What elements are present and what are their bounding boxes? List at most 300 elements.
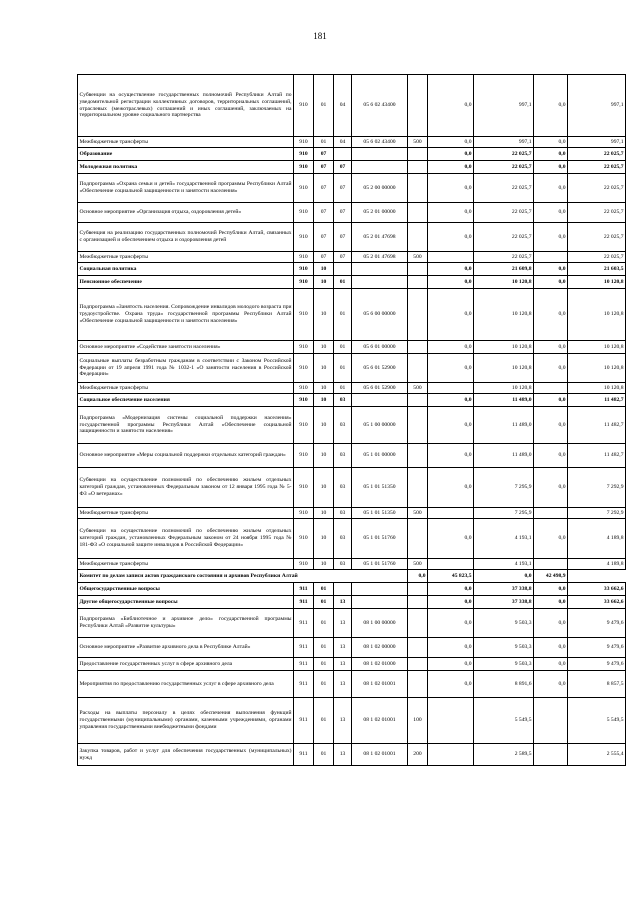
value-col-4: 997,1 — [568, 75, 626, 137]
budget-table — [77, 74, 626, 766]
expense-type-code — [408, 609, 428, 638]
value-col-4: 4 189,8 — [568, 559, 626, 570]
section-code: 01 — [314, 658, 334, 671]
table-row — [78, 203, 626, 223]
ministry-code: 911 — [294, 638, 314, 658]
expense-type-code — [408, 444, 428, 468]
section-code: 07 — [314, 148, 334, 161]
row-name-cell: Молодежная политика — [78, 161, 294, 174]
row-name-cell: Основное мероприятие «Меры социальной поддержки отдельных категорий граждан» — [78, 444, 294, 468]
target-article-code — [352, 394, 408, 407]
value-col-1: 0,0 — [428, 519, 474, 559]
value-col-2: 9 503,3 — [474, 638, 534, 658]
row-name-cell: Межбюджетные трансферты — [78, 559, 294, 570]
subsection-code: 03 — [334, 519, 352, 559]
value-col-3: 0,0 — [534, 137, 568, 148]
section-code: 07 — [314, 203, 334, 223]
ministry-code: 910 — [294, 341, 314, 354]
value-col-1: 0,0 — [428, 174, 474, 203]
table-row — [78, 407, 626, 444]
target-article-code — [352, 263, 408, 276]
target-article-code — [352, 161, 408, 174]
table-row — [78, 698, 626, 744]
subsection-code: 01 — [334, 289, 352, 341]
ministry-code: 910 — [294, 519, 314, 559]
value-col-4: 7 292,9 — [568, 468, 626, 508]
table-row — [78, 744, 626, 766]
section-code: 01 — [314, 638, 334, 658]
expense-type-code — [408, 407, 428, 444]
expense-type-code — [408, 596, 428, 609]
table-row — [78, 263, 626, 276]
value-col-4: 33 662,6 — [568, 583, 626, 596]
ministry-code: 910 — [294, 203, 314, 223]
section-code: 07 — [314, 174, 334, 203]
section-code: 10 — [314, 559, 334, 570]
subsection-code: 01 — [334, 354, 352, 383]
value-col-1: 0,0 — [428, 583, 474, 596]
value-col-2: 22 025,7 — [474, 223, 534, 252]
value-col-3: 0,0 — [474, 570, 534, 583]
value-col-3: 0,0 — [534, 394, 568, 407]
row-name-cell: Закупка товаров, работ и услуг для обеспечения государственных (муниципальных) нужд — [78, 744, 294, 766]
row-name-cell: Субвенции на осуществление государственных полномочий Республики Алтай по уведомительной регистрации коллективных договоров, территориальных соглашений, отраслевых (межотраслевых) соглашений и иных соглашений, заключаемых на территориальном уровне социального партнерства — [78, 75, 294, 137]
expense-type-code — [408, 658, 428, 671]
row-name-cell: Подпрограмма «Модернизация системы социальной поддержки населения» государственной программы Республики Алтай «Обеспечение социальной защищенности и занятости населения» — [78, 407, 294, 444]
target-article-code: 05 6 02 43400 — [352, 137, 408, 148]
target-article-code: 05 2 01 47698 — [352, 223, 408, 252]
expense-type-code: 100 — [408, 698, 428, 744]
table-row — [78, 559, 626, 570]
value-col-4: 22 025,7 — [568, 223, 626, 252]
row-name-cell: Подпрограмма «Библиотечное и архивное дело» государственной программы Республики Алтай «Развитие культуры» — [78, 609, 294, 638]
value-col-4: 21 603,5 — [568, 263, 626, 276]
table-row — [78, 638, 626, 658]
value-col-2: 2 589,5 — [474, 744, 534, 766]
subsection-code: 07 — [334, 252, 352, 263]
value-col-4: 11 482,7 — [568, 407, 626, 444]
value-col-2: 9 503,3 — [474, 658, 534, 671]
value-col-2: 8 891,6 — [474, 671, 534, 698]
value-col-2: 7 295,9 — [474, 508, 534, 519]
ministry-code: 910 — [294, 252, 314, 263]
value-col-4: 9 479,6 — [568, 658, 626, 671]
value-col-4: 10 120,8 — [568, 383, 626, 394]
row-name-cell: Основное мероприятие «Развитие архивного дела в Республике Алтай» — [78, 638, 294, 658]
value-col-4: 2 555,4 — [568, 744, 626, 766]
value-col-3: 0,0 — [534, 609, 568, 638]
row-name-cell: Субвенции на осуществление полномочий по обеспечению жильем отдельных категорий граждан, установленных Федеральным законом от 24 ноября 1995 года № 181-ФЗ «О социальной защите инвалидов в Российской Федерации» — [78, 519, 294, 559]
value-col-2: 7 295,9 — [474, 468, 534, 508]
value-col-1: 0,0 — [428, 263, 474, 276]
value-col-4: 10 120,8 — [568, 289, 626, 341]
value-col-2: 22 025,7 — [474, 252, 534, 263]
value-col-1 — [428, 744, 474, 766]
expense-type-code — [408, 75, 428, 137]
target-article-code: 05 2 00 00000 — [352, 174, 408, 203]
value-col-2: 997,1 — [474, 137, 534, 148]
value-col-2: 10 120,8 — [474, 289, 534, 341]
expense-type-code — [408, 638, 428, 658]
value-col-1: 0,0 — [428, 609, 474, 638]
value-col-4: 22 025,7 — [568, 148, 626, 161]
value-col-4: 22 025,7 — [568, 161, 626, 174]
table-row — [78, 508, 626, 519]
row-name-cell: Подпрограмма «Охрана семьи и детей» государственной программы Республики Алтай «Обеспечение социальной защищенности и занятости населения» — [78, 174, 294, 203]
table-row — [78, 570, 626, 583]
target-article-code: 08 1 02 01000 — [352, 658, 408, 671]
value-col-1: 0,0 — [428, 354, 474, 383]
ministry-code: 910 — [294, 223, 314, 252]
value-col-1: 0,0 — [408, 570, 428, 583]
value-col-3: 0,0 — [534, 519, 568, 559]
value-col-3 — [534, 508, 568, 519]
value-col-1 — [428, 508, 474, 519]
value-col-1: 0,0 — [428, 223, 474, 252]
row-name-cell: Общегосударственные вопросы — [78, 583, 294, 596]
value-col-2: 22 025,7 — [474, 161, 534, 174]
target-article-code: 05 6 01 52900 — [352, 354, 408, 383]
ministry-code: 910 — [294, 407, 314, 444]
section-code: 07 — [314, 161, 334, 174]
subsection-code: 07 — [334, 223, 352, 252]
target-article-code — [352, 583, 408, 596]
target-article-code: 05 6 00 00000 — [352, 289, 408, 341]
value-col-3: 0,0 — [534, 354, 568, 383]
target-article-code: 08 1 02 01001 — [352, 744, 408, 766]
row-name-cell: Мероприятия по предоставлению государственных услуг в сфере архивного дела — [78, 671, 294, 698]
value-col-1: 0,0 — [428, 137, 474, 148]
expense-type-code: 500 — [408, 252, 428, 263]
table-row — [78, 383, 626, 394]
ministry-code: 911 — [294, 658, 314, 671]
subsection-code: 07 — [334, 161, 352, 174]
section-code: 10 — [314, 354, 334, 383]
target-article-code — [352, 148, 408, 161]
value-col-3: 0,0 — [534, 263, 568, 276]
ministry-code: 910 — [294, 444, 314, 468]
subsection-code: 13 — [334, 744, 352, 766]
table-row — [78, 671, 626, 698]
value-col-3: 0,0 — [534, 638, 568, 658]
value-col-4: 5 549,5 — [568, 698, 626, 744]
value-col-2: 22 025,7 — [474, 148, 534, 161]
expense-type-code — [408, 519, 428, 559]
ministry-code: 910 — [294, 383, 314, 394]
ministry-code: 910 — [294, 394, 314, 407]
value-col-2: 11 489,0 — [474, 444, 534, 468]
section-code: 10 — [314, 508, 334, 519]
row-name-cell: Основное мероприятие «Содействие занятости населения» — [78, 341, 294, 354]
value-col-2: 37 338,8 — [474, 583, 534, 596]
table-row — [78, 658, 626, 671]
row-name-cell: Социальное обеспечение населения — [78, 394, 294, 407]
value-col-1: 0,0 — [428, 75, 474, 137]
value-col-4: 8 857,5 — [568, 671, 626, 698]
table-row — [78, 583, 626, 596]
section-code: 01 — [314, 744, 334, 766]
value-col-1: 0,0 — [428, 596, 474, 609]
ministry-code: 910 — [294, 559, 314, 570]
target-article-code: 05 1 00 00000 — [352, 407, 408, 444]
subsection-code: 03 — [334, 444, 352, 468]
row-name-cell: Межбюджетные трансферты — [78, 252, 294, 263]
row-name-cell: Субвенции на осуществление полномочий по обеспечению жильем отдельных категорий граждан, установленных Федеральным законом от 12 января 1995 года № 5-ФЗ «О ветеранах» — [78, 468, 294, 508]
section-code: 01 — [314, 698, 334, 744]
value-col-3: 0,0 — [534, 276, 568, 289]
subsection-code: 13 — [334, 638, 352, 658]
value-col-3: 0,0 — [534, 658, 568, 671]
ministry-code: 911 — [294, 609, 314, 638]
table-row — [78, 174, 626, 203]
expense-type-code: 500 — [408, 137, 428, 148]
expense-type-code — [408, 583, 428, 596]
expense-type-code — [408, 276, 428, 289]
table-row — [78, 394, 626, 407]
row-name-cell: Пенсионное обеспечение — [78, 276, 294, 289]
value-col-1 — [428, 383, 474, 394]
subsection-code: 01 — [334, 383, 352, 394]
table-row — [78, 596, 626, 609]
expense-type-code — [408, 161, 428, 174]
section-code: 10 — [314, 519, 334, 559]
ministry-code: 911 — [294, 698, 314, 744]
table-row — [78, 354, 626, 383]
row-name-cell: Комитет по делам записи актов гражданского состояния и архивов Республики Алтай — [78, 570, 408, 583]
value-col-3: 0,0 — [534, 671, 568, 698]
subsection-code: 03 — [334, 508, 352, 519]
table-row — [78, 252, 626, 263]
section-code: 10 — [314, 276, 334, 289]
value-col-3 — [534, 252, 568, 263]
value-col-1 — [428, 252, 474, 263]
value-col-4: 42 498,9 — [534, 570, 568, 583]
table-row — [78, 609, 626, 638]
value-col-1: 0,0 — [428, 407, 474, 444]
value-col-4: 22 025,7 — [568, 203, 626, 223]
section-code: 01 — [314, 137, 334, 148]
ministry-code: 910 — [294, 508, 314, 519]
value-col-2: 22 025,7 — [474, 174, 534, 203]
value-col-2: 10 120,8 — [474, 354, 534, 383]
subsection-code: 03 — [334, 407, 352, 444]
value-col-2: 22 025,7 — [474, 203, 534, 223]
row-name-cell: Другие общегосударственные вопросы — [78, 596, 294, 609]
value-col-2: 9 503,3 — [474, 609, 534, 638]
subsection-code: 03 — [334, 468, 352, 508]
value-col-4: 11 482,7 — [568, 444, 626, 468]
value-col-2: 10 120,8 — [474, 276, 534, 289]
value-col-1: 0,0 — [428, 161, 474, 174]
expense-type-code — [408, 394, 428, 407]
ministry-code: 911 — [294, 744, 314, 766]
expense-type-code — [408, 148, 428, 161]
value-col-3: 0,0 — [534, 289, 568, 341]
value-col-1 — [428, 559, 474, 570]
value-col-4: 997,1 — [568, 137, 626, 148]
value-col-4: 33 662,6 — [568, 596, 626, 609]
value-col-3: 0,0 — [534, 596, 568, 609]
section-code: 01 — [314, 75, 334, 137]
value-col-1: 0,0 — [428, 658, 474, 671]
value-col-4: 10 120,8 — [568, 276, 626, 289]
value-col-2: 37 338,8 — [474, 596, 534, 609]
value-col-3: 0,0 — [534, 583, 568, 596]
value-col-1: 0,0 — [428, 444, 474, 468]
page-number: 181 — [313, 31, 327, 41]
target-article-code: 05 1 01 51760 — [352, 519, 408, 559]
row-name-cell: Субвенция на реализацию государственных полномочий Республики Алтай, связанных с организацией и обеспечением отдыха и оздоровления детей — [78, 223, 294, 252]
section-code: 10 — [314, 394, 334, 407]
target-article-code: 08 1 02 00000 — [352, 638, 408, 658]
value-col-1: 0,0 — [428, 148, 474, 161]
subsection-code — [334, 583, 352, 596]
expense-type-code: 500 — [408, 559, 428, 570]
expense-type-code: 500 — [408, 383, 428, 394]
target-article-code: 05 1 01 51350 — [352, 508, 408, 519]
expense-type-code — [408, 468, 428, 508]
value-col-2: 10 120,8 — [474, 341, 534, 354]
table-row — [78, 444, 626, 468]
value-col-1: 0,0 — [428, 203, 474, 223]
expense-type-code — [408, 263, 428, 276]
value-col-2: 21 609,8 — [474, 263, 534, 276]
subsection-code: 13 — [334, 609, 352, 638]
value-col-4: 10 120,8 — [568, 354, 626, 383]
expense-type-code — [408, 354, 428, 383]
target-article-code: 05 2 01 00000 — [352, 203, 408, 223]
section-code: 07 — [314, 252, 334, 263]
value-col-2: 4 193,1 — [474, 519, 534, 559]
expense-type-code — [408, 223, 428, 252]
table-row — [78, 137, 626, 148]
value-col-3: 0,0 — [534, 161, 568, 174]
value-col-2: 997,1 — [474, 75, 534, 137]
value-col-3: 0,0 — [534, 341, 568, 354]
subsection-code: 01 — [334, 341, 352, 354]
subsection-code: 13 — [334, 658, 352, 671]
row-name-cell: Межбюджетные трансферты — [78, 137, 294, 148]
value-col-3 — [534, 559, 568, 570]
expense-type-code: 500 — [408, 508, 428, 519]
section-code: 07 — [314, 223, 334, 252]
table-row — [78, 289, 626, 341]
ministry-code: 910 — [294, 289, 314, 341]
value-col-4: 9 479,6 — [568, 638, 626, 658]
subsection-code: 07 — [334, 203, 352, 223]
ministry-code: 910 — [294, 148, 314, 161]
target-article-code — [352, 276, 408, 289]
value-col-1: 0,0 — [428, 394, 474, 407]
row-name-cell: Межбюджетные трансферты — [78, 383, 294, 394]
target-article-code: 05 1 01 00000 — [352, 444, 408, 468]
value-col-4: 7 292,9 — [568, 508, 626, 519]
value-col-1: 0,0 — [428, 468, 474, 508]
value-col-4: 10 120,8 — [568, 341, 626, 354]
target-article-code: 08 1 00 00000 — [352, 609, 408, 638]
ministry-code: 910 — [294, 161, 314, 174]
section-code: 10 — [314, 263, 334, 276]
section-code: 10 — [314, 341, 334, 354]
value-col-2: 4 193,1 — [474, 559, 534, 570]
expense-type-code: 200 — [408, 744, 428, 766]
expense-type-code — [408, 341, 428, 354]
value-col-3: 0,0 — [534, 407, 568, 444]
row-name-cell: Социальные выплаты безработным гражданам в соответствии с Законом Российской Федерации от 19 апреля 1991 года № 1032-1 «О занятости населения в Российской Федерации» — [78, 354, 294, 383]
value-col-3: 0,0 — [534, 223, 568, 252]
section-code: 01 — [314, 609, 334, 638]
table-row — [78, 148, 626, 161]
value-col-3: 0,0 — [534, 75, 568, 137]
row-name-cell: Подпрограмма «Занятость населения. Сопровождение инвалидов молодого возраста при трудоустройстве. Охрана труда» государственной программы Республики Алтай «Обеспечение социальной защищенности и занятости населения» — [78, 289, 294, 341]
value-col-2: 10 120,8 — [474, 383, 534, 394]
ministry-code: 910 — [294, 354, 314, 383]
value-col-1: 0,0 — [428, 638, 474, 658]
value-col-3: 0,0 — [534, 444, 568, 468]
value-col-4: 4 189,8 — [568, 519, 626, 559]
value-col-1: 0,0 — [428, 289, 474, 341]
row-name-cell: Межбюджетные трансферты — [78, 508, 294, 519]
section-code: 10 — [314, 468, 334, 508]
subsection-code: 01 — [334, 276, 352, 289]
row-name-cell: Социальная политика — [78, 263, 294, 276]
row-name-cell: Расходы на выплаты персоналу в целях обеспечения выполнения функций государственными (муниципальными) органами, казенными учреждениями, органами управления государственными внебюджетными фондами — [78, 698, 294, 744]
ministry-code: 910 — [294, 276, 314, 289]
value-col-2: 5 549,5 — [474, 698, 534, 744]
subsection-code: 07 — [334, 174, 352, 203]
target-article-code — [352, 596, 408, 609]
value-col-4: 22 025,7 — [568, 174, 626, 203]
table-row — [78, 519, 626, 559]
target-article-code: 05 1 01 51760 — [352, 559, 408, 570]
table-row — [78, 468, 626, 508]
value-col-3: 0,0 — [534, 148, 568, 161]
expense-type-code — [408, 174, 428, 203]
value-col-2: 11 489,0 — [474, 394, 534, 407]
ministry-code: 910 — [294, 174, 314, 203]
ministry-code: 911 — [294, 583, 314, 596]
value-col-3: 0,0 — [534, 203, 568, 223]
table-row — [78, 276, 626, 289]
subsection-code: 13 — [334, 596, 352, 609]
target-article-code: 08 1 02 01001 — [352, 671, 408, 698]
value-col-1: 0,0 — [428, 341, 474, 354]
value-col-4: 9 479,6 — [568, 609, 626, 638]
value-col-3: 0,0 — [534, 174, 568, 203]
value-col-3 — [534, 744, 568, 766]
subsection-code: 03 — [334, 394, 352, 407]
section-code: 01 — [314, 583, 334, 596]
target-article-code: 05 6 01 52900 — [352, 383, 408, 394]
ministry-code: 910 — [294, 137, 314, 148]
section-code: 10 — [314, 444, 334, 468]
section-code: 10 — [314, 383, 334, 394]
value-col-3: 0,0 — [534, 468, 568, 508]
target-article-code: 05 6 01 00000 — [352, 341, 408, 354]
row-name-cell: Основное мероприятие «Организация отдыха, оздоровления детей» — [78, 203, 294, 223]
expense-type-code — [408, 671, 428, 698]
value-col-2: 11 489,0 — [474, 407, 534, 444]
ministry-code: 910 — [294, 468, 314, 508]
row-name-cell: Предоставление государственных услуг в сфере архивного дела — [78, 658, 294, 671]
value-col-2: 45 823,5 — [428, 570, 474, 583]
value-col-1: 0,0 — [428, 671, 474, 698]
section-code: 01 — [314, 671, 334, 698]
subsection-code: 04 — [334, 75, 352, 137]
value-col-3 — [534, 698, 568, 744]
value-col-1: 0,0 — [428, 276, 474, 289]
subsection-code — [334, 263, 352, 276]
